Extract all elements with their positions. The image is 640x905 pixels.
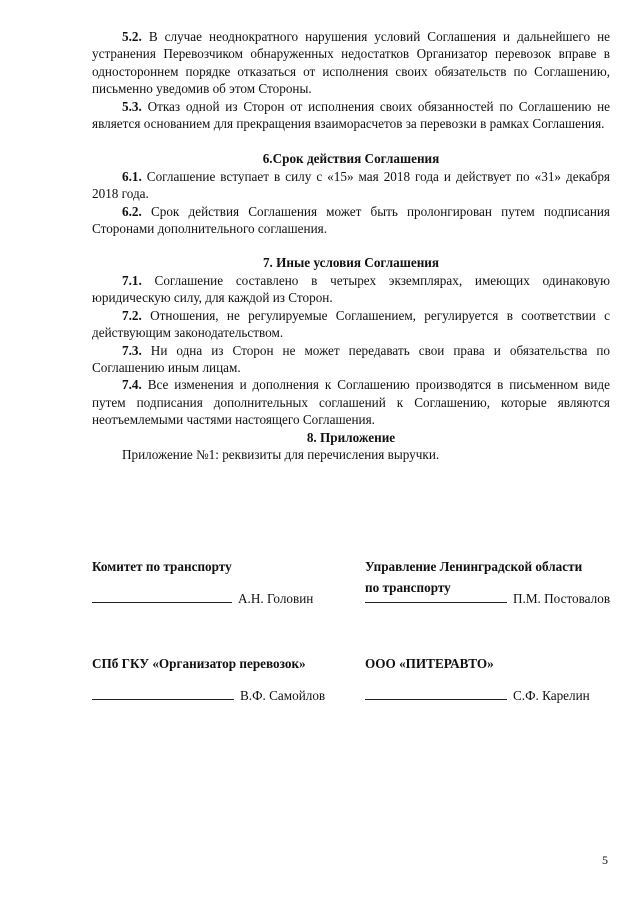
page-number: 5 <box>602 853 608 867</box>
signature-piteravto <box>365 653 590 704</box>
signature-committee <box>92 556 313 607</box>
document-body <box>92 28 610 463</box>
clause-text: Срок действия Соглашения может быть пролонгирован путем подписания Сторонами дополнительного соглашения. <box>92 203 611 237</box>
clause-text: Соглашение составлено в четырех экземплярах, имеющих одинаковую юридическую силу, для каждой из Сторон. <box>92 272 611 306</box>
signature-line-row <box>365 590 610 607</box>
appendix-reference: Приложение №1: реквизиты для перечисления выручки. <box>122 446 440 462</box>
clause-5-2 <box>92 28 610 98</box>
clause-7-2 <box>92 307 610 342</box>
clause-7-1 <box>92 272 610 307</box>
clause-number: 7.3. <box>122 342 142 358</box>
signatory-org: Управление Ленинградской области <box>365 559 583 574</box>
signature-line-row <box>365 687 590 704</box>
signature-line-row <box>92 590 313 607</box>
clause-number: 5.3. <box>122 98 142 114</box>
clause-text: Соглашение вступает в силу с «15» мая 2018 года и действует по «31» декабря 2018 года. <box>92 168 611 202</box>
signature-line <box>92 687 234 700</box>
section-8-heading: 8. Приложение <box>306 429 396 445</box>
clause-7-4 <box>92 376 610 428</box>
signatory-name: А.Н. Головин <box>238 591 314 606</box>
signatory-name: С.Ф. Карелин <box>513 688 590 703</box>
clause-number: 7.1. <box>122 272 142 288</box>
clause-6-1 <box>92 168 610 203</box>
clause-text: Ни одна из Сторон не может передавать свои права и обязательства по Соглашению иным лицам. <box>92 342 611 375</box>
clause-number: 7.2. <box>122 307 142 323</box>
clause-text: В случае неоднократного нарушения условий Соглашения и дальнейшего не устранения Перевозчиком обнаруженных недостатков Организатор перевозок вправе в одностороннем порядке отказаться от исполнения своих обязательств по Соглашению, письменно уведомив об этом Стороны. <box>92 29 611 97</box>
signatory-name: В.Ф. Самойлов <box>240 688 326 703</box>
signature-line <box>365 590 507 603</box>
clause-number: 6.1. <box>122 168 142 184</box>
clause-number: 5.2. <box>122 29 142 44</box>
clause-7-3 <box>92 342 610 377</box>
clause-text: Отказ одной из Сторон от исполнения своих обязанностей по Соглашению не является основанием для прекращения взаиморасчетов за перевозки в рамках Соглашения. <box>92 98 611 132</box>
clause-number: 6.2. <box>122 203 142 219</box>
signature-line-row <box>92 687 325 704</box>
signature-line <box>365 687 507 700</box>
clause-text: Все изменения и дополнения к Соглашению производятся в письменном виде путем подписания дополнительных соглашений к Соглашению, которые являются неотъемлемыми частями настоящего Соглашения. <box>92 377 610 428</box>
clause-5-3 <box>92 98 610 133</box>
signatory-org: ООО «ПИТЕРАВТО» <box>365 656 494 671</box>
clause-number: 7.4. <box>122 377 142 393</box>
signature-line <box>92 590 232 603</box>
section-7-heading: 7. Иные условия Соглашения <box>262 255 440 271</box>
signatory-org-line2: по транспорту <box>365 580 451 595</box>
clause-6-2 <box>92 203 610 238</box>
signatory-org: Комитет по транспорту <box>92 559 232 574</box>
signatory-org: СПб ГКУ «Организатор перевозок» <box>92 656 306 671</box>
clause-text: Отношения, не регулируемые Соглашением, регулируется в соответствии с действующим законодательством. <box>92 307 610 341</box>
section-6-heading: 6.Срок действия Соглашения <box>262 151 440 167</box>
signatory-name: П.М. Постовалов <box>513 591 611 606</box>
signature-organizer <box>92 653 325 704</box>
signature-lenobl <box>365 556 610 607</box>
